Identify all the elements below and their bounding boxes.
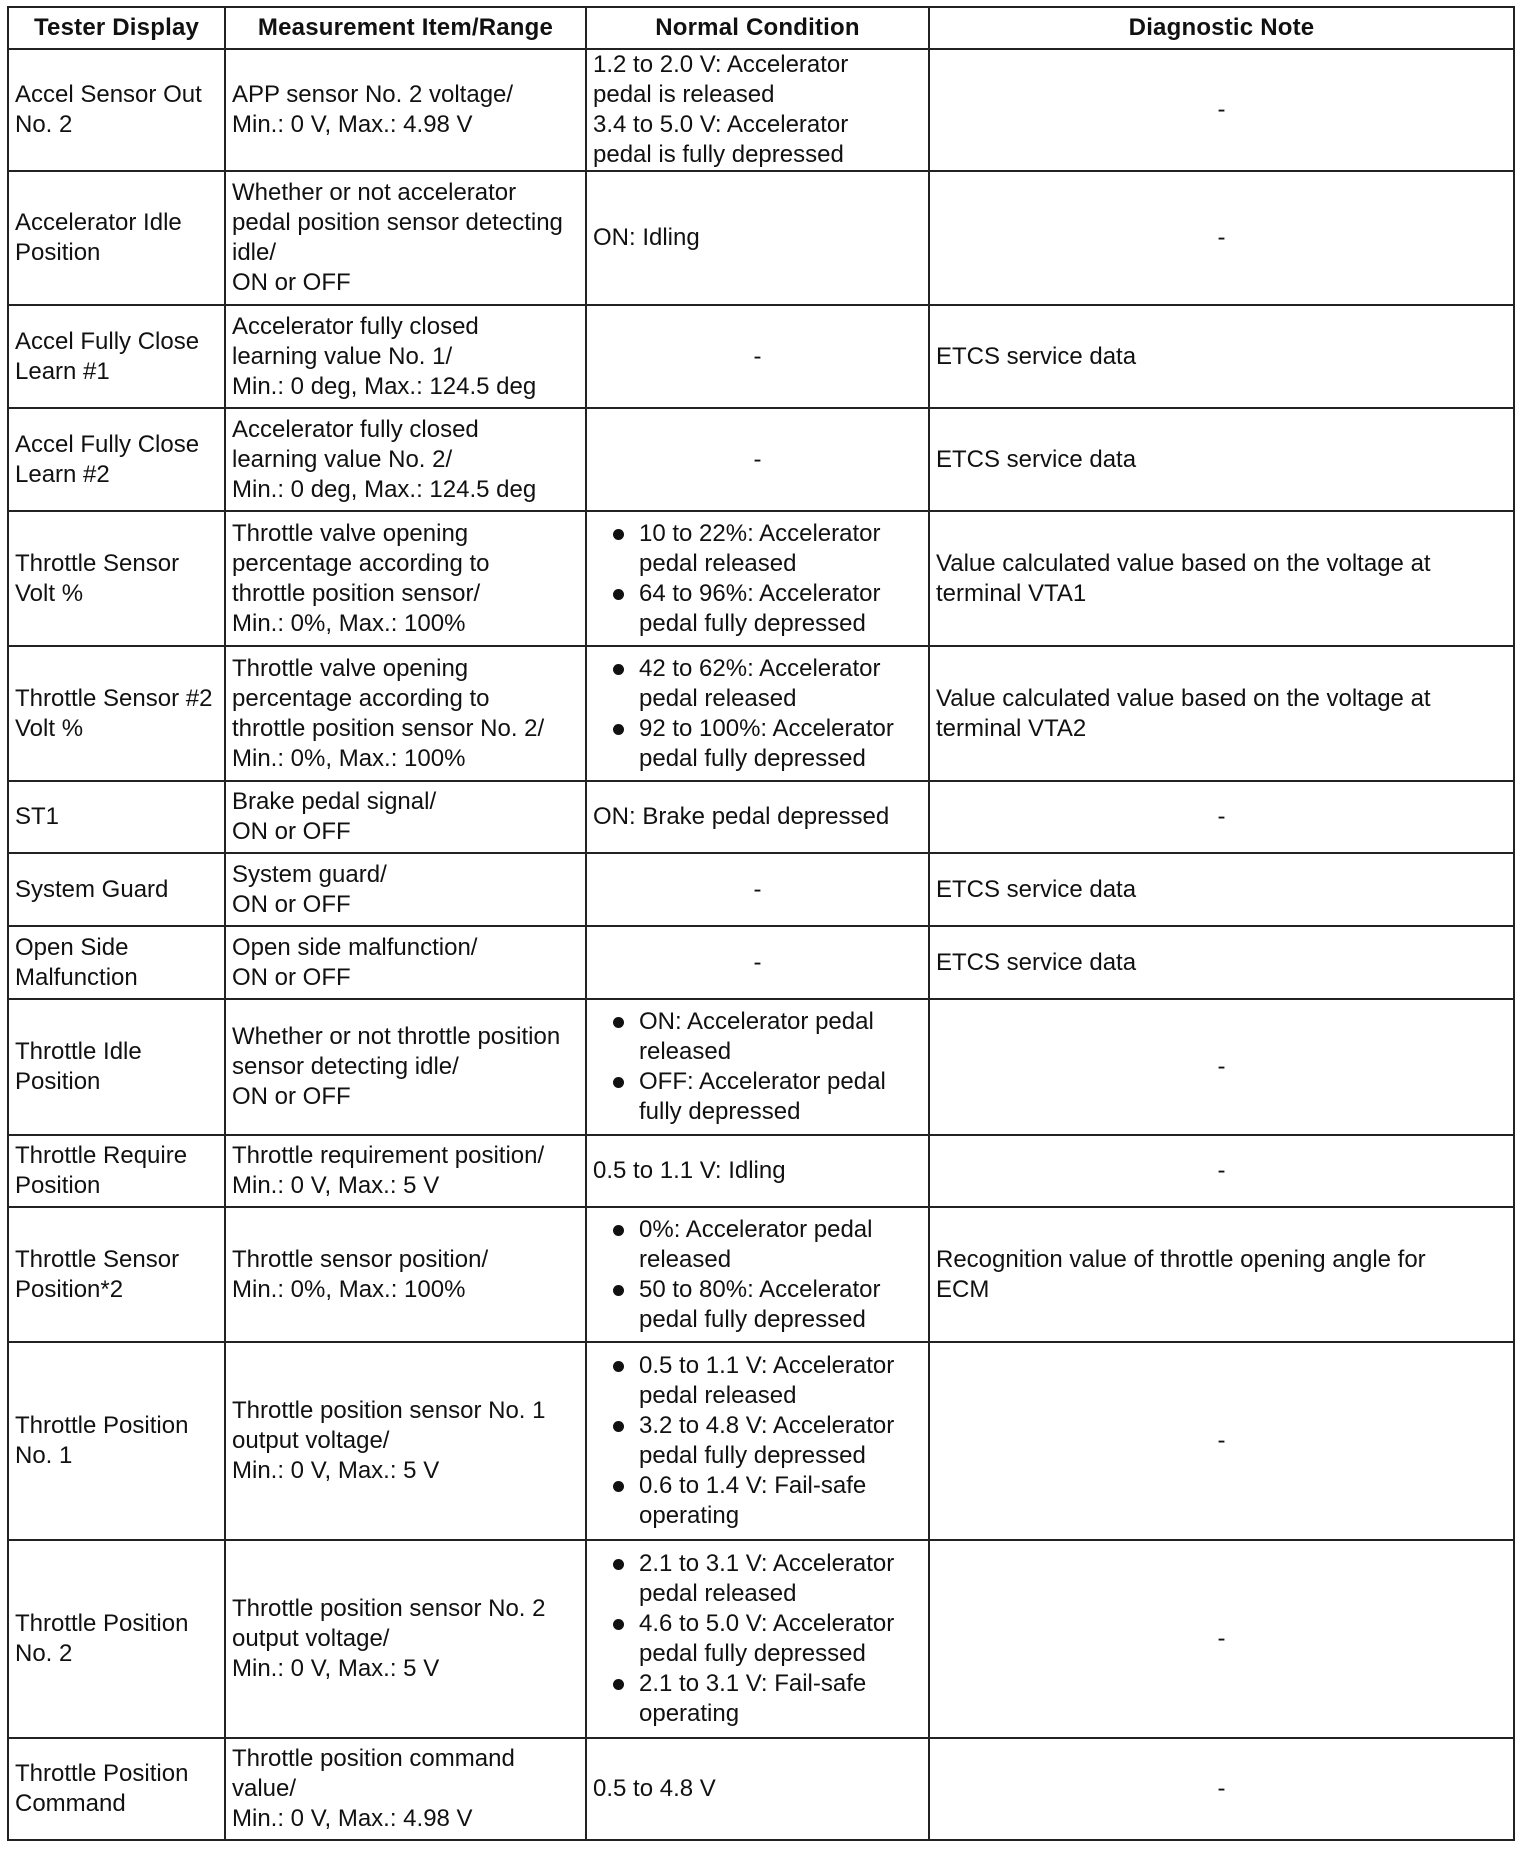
normal-condition-line: ON: Brake pedal depressed: [593, 803, 890, 830]
bullet-line: 50 to 80%: Accelerator: [639, 1275, 881, 1303]
tester-display-line: Accel Sensor Out: [15, 81, 202, 108]
data-list-table: [7, 6, 1515, 1841]
measurement-line: percentage according to: [232, 549, 490, 577]
bullet-line: 64 to 96%: Accelerator: [639, 579, 881, 607]
normal-condition-cell: -: [586, 305, 929, 408]
bullet-line: pedal fully depressed: [639, 1640, 866, 1667]
measurement-line: value/: [232, 1775, 297, 1802]
bullet-line: 92 to 100%: Accelerator: [639, 714, 894, 742]
tester-display-line: Learn #1: [15, 357, 110, 385]
diagnostic-note-cell: [929, 1207, 1514, 1342]
measurement-line: Min.: 0 V, Max.: 5 V: [232, 1655, 440, 1682]
bullet-line: OFF: Accelerator pedal: [639, 1068, 886, 1095]
tester-display-line: Position: [15, 1068, 101, 1095]
measurement-line: Throttle valve opening: [232, 519, 469, 547]
normal-condition-line: 3.4 to 5.0 V: Accelerator: [593, 111, 849, 138]
tester-display-cell: [8, 1342, 225, 1540]
table-row: [8, 1738, 1514, 1840]
measurement-line: Min.: 0 V, Max.: 5 V: [232, 1172, 440, 1199]
measurement-line: APP sensor No. 2 voltage/: [232, 81, 514, 108]
measurement-cell: [225, 646, 586, 781]
normal-condition-cell: -: [586, 408, 929, 511]
measurement-line: Open side malfunction/: [232, 933, 478, 961]
measurement-line: output voltage/: [232, 1427, 390, 1454]
measurement-line: ON or OFF: [232, 1083, 351, 1110]
tester-display-cell: [8, 781, 225, 853]
measurement-line: percentage according to: [232, 684, 490, 712]
list-item: [605, 1215, 922, 1275]
tester-display-line: Throttle Position: [15, 1760, 189, 1787]
table-row: [8, 781, 1514, 853]
normal-condition-cell: [586, 1738, 929, 1840]
bullet-line: released: [639, 1245, 732, 1273]
tester-display-line: Position: [15, 239, 101, 266]
tester-display-line: Throttle Sensor: [15, 1245, 180, 1273]
normal-condition-cell: [586, 49, 929, 171]
normal-condition-cell: [586, 1342, 929, 1540]
table-row: [8, 49, 1514, 171]
diagnostic-note-line: Value calculated value based on the voltage at: [936, 684, 1431, 712]
measurement-cell: [225, 49, 586, 171]
diagnostic-note-cell: ETCS service data: [929, 305, 1514, 408]
tester-display-line: Throttle Require: [15, 1142, 188, 1169]
measurement-line: Min.: 0%, Max.: 100%: [232, 1275, 466, 1303]
tester-display-line: Open Side: [15, 933, 129, 961]
measurement-line: ON or OFF: [232, 269, 351, 296]
tester-display-line: System Guard: [15, 875, 169, 903]
measurement-line: Whether or not accelerator: [232, 179, 517, 206]
condition-bullet-list: [593, 519, 922, 639]
measurement-cell: [225, 171, 586, 305]
measurement-line: throttle position sensor No. 2/: [232, 714, 545, 742]
header-diagnostic-note: Diagnostic Note: [929, 7, 1514, 49]
list-item: [605, 579, 922, 639]
measurement-line: ON or OFF: [232, 890, 351, 918]
bullet-line: pedal fully depressed: [639, 609, 866, 637]
tester-display-line: Accelerator Idle: [15, 209, 182, 236]
measurement-line: Min.: 0 V, Max.: 4.98 V: [232, 1805, 473, 1832]
bullet-line: pedal released: [639, 684, 797, 712]
table-row: [8, 646, 1514, 781]
condition-bullet-list: [593, 1351, 922, 1531]
diagnostic-note-cell: -: [929, 171, 1514, 305]
diagnostic-note-line: terminal VTA1: [936, 579, 1087, 607]
diagnostic-note-line: Value calculated value based on the voltage at: [936, 549, 1431, 577]
list-item: [605, 1351, 922, 1411]
tester-display-line: No. 2: [15, 1640, 73, 1667]
diagnostic-note-cell: -: [929, 49, 1514, 171]
normal-condition-cell: -: [586, 926, 929, 999]
measurement-line: Min.: 0%, Max.: 100%: [232, 744, 466, 772]
measurement-line: learning value No. 2/: [232, 445, 453, 473]
normal-condition-line: ON: Idling: [593, 224, 700, 251]
table-row: [8, 305, 1514, 408]
measurement-line: System guard/: [232, 860, 387, 888]
normal-condition-cell: [586, 1540, 929, 1738]
normal-condition-line: 0.5 to 4.8 V: [593, 1775, 716, 1802]
tester-display-cell: [8, 171, 225, 305]
measurement-line: Min.: 0 deg, Max.: 124.5 deg: [232, 475, 537, 503]
tester-display-line: Command: [15, 1790, 126, 1817]
tester-display-cell: [8, 511, 225, 646]
tester-display-cell: [8, 1738, 225, 1840]
normal-condition-cell: [586, 999, 929, 1135]
bullet-line: 0%: Accelerator pedal: [639, 1215, 873, 1243]
bullet-line: pedal fully depressed: [639, 1442, 866, 1469]
bullet-line: fully depressed: [639, 1098, 801, 1125]
measurement-line: pedal position sensor detecting: [232, 209, 563, 236]
measurement-line: Throttle position sensor No. 2: [232, 1595, 546, 1622]
diagnostic-note-cell: ETCS service data: [929, 926, 1514, 999]
bullet-line: pedal released: [639, 549, 797, 577]
tester-display-line: No. 2: [15, 111, 73, 138]
list-item: [605, 1471, 922, 1531]
tester-display-line: ST1: [15, 803, 60, 830]
condition-bullet-list: [593, 654, 922, 774]
table-row: [8, 1342, 1514, 1540]
tester-display-line: Malfunction: [15, 963, 138, 991]
tester-display-cell: [8, 853, 225, 926]
tester-display-line: Accel Fully Close: [15, 327, 200, 355]
tester-display-cell: [8, 1135, 225, 1207]
header-tester-display: Tester Display: [8, 7, 225, 49]
measurement-cell: [225, 926, 586, 999]
measurement-line: Brake pedal signal/: [232, 788, 437, 815]
table-row: [8, 926, 1514, 999]
measurement-line: Min.: 0%, Max.: 100%: [232, 609, 466, 637]
table-row: [8, 1135, 1514, 1207]
bullet-line: 4.6 to 5.0 V: Accelerator: [639, 1610, 895, 1637]
tester-display-line: Throttle Idle: [15, 1038, 142, 1065]
tester-display-line: Position*2: [15, 1275, 124, 1303]
tester-display-line: Throttle Sensor #2: [15, 684, 213, 712]
diagnostic-note-cell: -: [929, 1342, 1514, 1540]
bullet-line: released: [639, 1038, 732, 1065]
diagnostic-note-line: ECM: [936, 1275, 990, 1303]
tester-display-line: Throttle Position: [15, 1610, 189, 1637]
list-item: [605, 1411, 922, 1471]
measurement-line: idle/: [232, 239, 277, 266]
tester-display-cell: [8, 305, 225, 408]
tester-display-cell: [8, 926, 225, 999]
table-row: [8, 1207, 1514, 1342]
header-row: [8, 7, 1514, 49]
bullet-line: ON: Accelerator pedal: [639, 1008, 874, 1035]
diagnostic-note-cell: ETCS service data: [929, 408, 1514, 511]
tester-display-line: Throttle Position: [15, 1412, 189, 1439]
tester-display-line: Position: [15, 1172, 101, 1199]
list-item: [605, 1007, 922, 1067]
tester-display-cell: [8, 646, 225, 781]
diagnostic-note-line: terminal VTA2: [936, 714, 1087, 742]
condition-bullet-list: [593, 1215, 922, 1335]
normal-condition-line: 1.2 to 2.0 V: Accelerator: [593, 51, 849, 78]
measurement-cell: [225, 853, 586, 926]
table-row: [8, 853, 1514, 926]
normal-condition-cell: -: [586, 853, 929, 926]
measurement-line: Min.: 0 V, Max.: 5 V: [232, 1457, 440, 1484]
measurement-cell: [225, 305, 586, 408]
table-row: [8, 408, 1514, 511]
diagnostic-note-cell: ETCS service data: [929, 853, 1514, 926]
condition-bullet-list: [593, 1007, 922, 1127]
measurement-cell: [225, 1135, 586, 1207]
tester-display-cell: [8, 49, 225, 171]
list-item: [605, 1609, 922, 1669]
diagnostic-note-cell: -: [929, 1738, 1514, 1840]
list-item: [605, 1275, 922, 1335]
table-row: [8, 511, 1514, 646]
bullet-line: 2.1 to 3.1 V: Fail-safe: [639, 1670, 867, 1697]
tester-display-line: Throttle Sensor: [15, 549, 180, 577]
condition-bullet-list: [593, 1549, 922, 1729]
diagnostic-note-cell: [929, 646, 1514, 781]
diagnostic-note-line: Recognition value of throttle opening angle for: [936, 1245, 1426, 1273]
normal-condition-cell: [586, 1135, 929, 1207]
bullet-line: 0.5 to 1.1 V: Accelerator: [639, 1352, 895, 1379]
tester-display-line: Volt %: [15, 714, 84, 742]
normal-condition-cell: [586, 646, 929, 781]
measurement-cell: [225, 999, 586, 1135]
bullet-line: 10 to 22%: Accelerator: [639, 519, 881, 547]
bullet-line: pedal released: [639, 1580, 797, 1607]
header-measurement: Measurement Item/Range: [225, 7, 586, 49]
bullet-line: 0.6 to 1.4 V: Fail-safe: [639, 1472, 867, 1499]
tester-display-cell: [8, 999, 225, 1135]
list-item: [605, 519, 922, 579]
measurement-line: Accelerator fully closed: [232, 415, 479, 443]
table-row: [8, 171, 1514, 305]
normal-condition-cell: [586, 781, 929, 853]
bullet-line: pedal fully depressed: [639, 1305, 866, 1333]
header-normal-condition: Normal Condition: [586, 7, 929, 49]
diagnostic-note-cell: -: [929, 999, 1514, 1135]
measurement-line: Min.: 0 deg, Max.: 124.5 deg: [232, 372, 537, 400]
measurement-line: Whether or not throttle position: [232, 1023, 561, 1050]
tester-display-line: Accel Fully Close: [15, 430, 200, 458]
list-item: [605, 714, 922, 774]
normal-condition-line: pedal is released: [593, 81, 775, 108]
measurement-cell: [225, 1342, 586, 1540]
measurement-line: ON or OFF: [232, 818, 351, 845]
normal-condition-line: 0.5 to 1.1 V: Idling: [593, 1157, 786, 1184]
diagnostic-note-cell: -: [929, 1540, 1514, 1738]
diagnostic-note-cell: [929, 511, 1514, 646]
measurement-line: Throttle valve opening: [232, 654, 469, 682]
list-item: [605, 654, 922, 714]
measurement-line: output voltage/: [232, 1625, 390, 1652]
bullet-line: pedal fully depressed: [639, 744, 866, 772]
measurement-cell: [225, 1738, 586, 1840]
list-item: [605, 1067, 922, 1127]
measurement-line: Throttle requirement position/: [232, 1142, 545, 1169]
bullet-line: operating: [639, 1700, 740, 1727]
bullet-line: pedal released: [639, 1382, 797, 1409]
bullet-line: 42 to 62%: Accelerator: [639, 654, 881, 682]
normal-condition-line: pedal is fully depressed: [593, 141, 844, 168]
measurement-line: Min.: 0 V, Max.: 4.98 V: [232, 111, 473, 138]
normal-condition-cell: [586, 171, 929, 305]
tester-display-line: Learn #2: [15, 460, 110, 488]
measurement-cell: [225, 1207, 586, 1342]
normal-condition-cell: [586, 511, 929, 646]
measurement-line: Accelerator fully closed: [232, 312, 479, 340]
table-row: [8, 1540, 1514, 1738]
measurement-line: ON or OFF: [232, 963, 351, 991]
list-item: [605, 1669, 922, 1729]
measurement-line: learning value No. 1/: [232, 342, 453, 370]
tester-display-cell: [8, 1540, 225, 1738]
bullet-line: 3.2 to 4.8 V: Accelerator: [639, 1412, 895, 1439]
diagnostic-note-cell: -: [929, 781, 1514, 853]
tester-display-line: No. 1: [15, 1442, 73, 1469]
measurement-line: Throttle position command: [232, 1745, 515, 1772]
measurement-line: sensor detecting idle/: [232, 1053, 459, 1080]
measurement-line: Throttle position sensor No. 1: [232, 1397, 546, 1424]
bullet-line: 2.1 to 3.1 V: Accelerator: [639, 1550, 895, 1577]
measurement-cell: [225, 408, 586, 511]
list-item: [605, 1549, 922, 1609]
measurement-cell: [225, 781, 586, 853]
measurement-cell: [225, 1540, 586, 1738]
diagnostic-note-cell: -: [929, 1135, 1514, 1207]
normal-condition-cell: [586, 1207, 929, 1342]
measurement-line: throttle position sensor/: [232, 579, 481, 607]
table-row: [8, 999, 1514, 1135]
tester-display-cell: [8, 1207, 225, 1342]
measurement-cell: [225, 511, 586, 646]
bullet-line: operating: [639, 1502, 740, 1529]
measurement-line: Throttle sensor position/: [232, 1245, 489, 1273]
tester-display-line: Volt %: [15, 579, 84, 607]
tester-display-cell: [8, 408, 225, 511]
